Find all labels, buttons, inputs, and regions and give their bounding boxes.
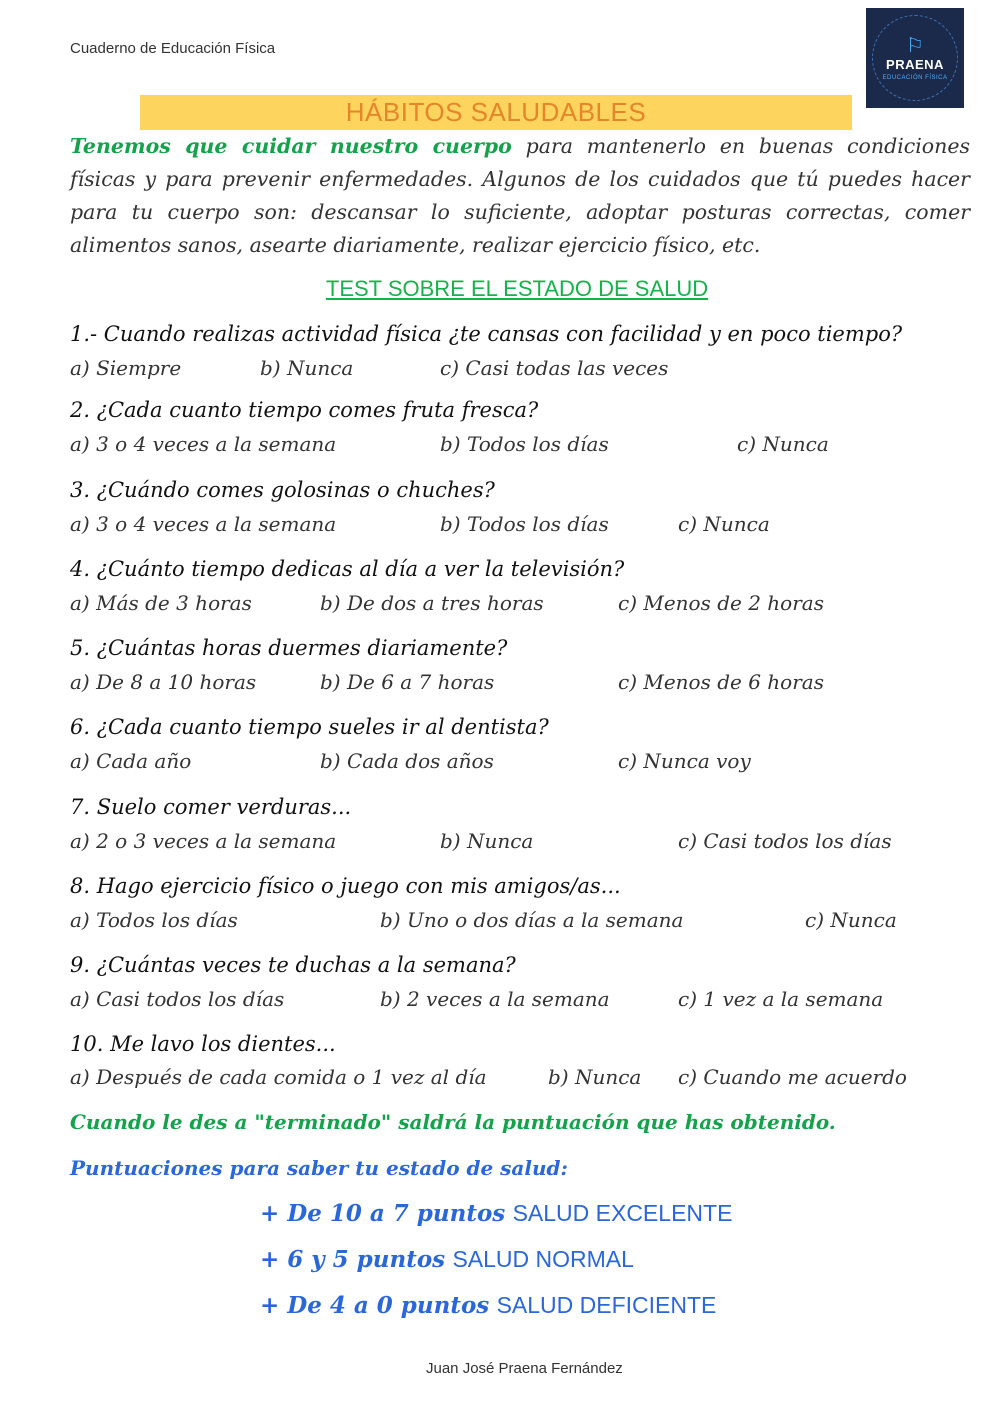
page-title: HÁBITOS SALUDABLES <box>345 97 647 127</box>
logo-ring <box>872 15 958 101</box>
answer-option[interactable]: b) Cada dos años <box>320 749 494 773</box>
answer-option[interactable]: a) Siempre <box>70 356 182 380</box>
question-3: 3. ¿Cuándo comes golosinas o chuches? <box>70 478 495 502</box>
footer-author: Juan José Praena Fernández <box>426 1360 623 1377</box>
intro-paragraph <box>70 130 970 262</box>
answer-option[interactable]: c) Casi todos los días <box>678 829 892 853</box>
answer-option[interactable]: a) 3 o 4 veces a la semana <box>70 432 337 456</box>
answer-option[interactable]: c) Casi todas las veces <box>440 356 669 380</box>
logo-subtext: EDUCACIÓN FÍSICA <box>882 75 948 81</box>
runner-icon: ⚐ <box>906 33 924 57</box>
finish-note: Cuando le des a "terminado" saldrá la puntuación que has obtenido. <box>70 1110 836 1134</box>
question-9: 9. ¿Cuántas veces te duchas a la semana? <box>70 953 516 977</box>
question-4: 4. ¿Cuánto tiempo dedicas al día a ver la televisión? <box>70 557 625 581</box>
answer-option[interactable]: a) De 8 a 10 horas <box>70 670 257 694</box>
score-result: SALUD NORMAL <box>452 1246 634 1272</box>
question-7: 7. Suelo comer verduras... <box>70 795 352 819</box>
answer-option[interactable]: c) Nunca <box>737 432 829 456</box>
answer-option[interactable]: b) De dos a tres horas <box>320 591 544 615</box>
answer-option[interactable]: a) 3 o 4 veces a la semana <box>70 512 337 536</box>
score-row <box>260 1200 732 1227</box>
answer-option[interactable]: b) De 6 a 7 horas <box>320 670 495 694</box>
test-title: TEST SOBRE EL ESTADO DE SALUD <box>325 276 709 301</box>
answer-option[interactable]: a) Todos los días <box>70 908 238 932</box>
score-row <box>260 1292 716 1319</box>
question-2: 2. ¿Cada cuanto tiempo comes fruta fresca? <box>70 398 539 422</box>
answer-option[interactable]: c) Menos de 6 horas <box>618 670 824 694</box>
intro-rest: para mantenerlo en buenas condiciones físicas y para prevenir enfermedades. Algunos de los cuidados que tú puedes hacer para tu cuerpo son: descansar lo suficiente, adoptar posturas correctas, comer alimentos sanos, asearte diariamente, realizar ejercicio físico, etc. <box>70 134 970 257</box>
header-notebook-title: Cuaderno de Educación Física <box>70 40 276 57</box>
question-6: 6. ¿Cada cuanto tiempo sueles ir al dentista? <box>70 715 549 739</box>
score-range: + De 10 a 7 puntos <box>260 1200 506 1227</box>
title-band <box>140 95 852 130</box>
answer-option[interactable]: b) Nunca <box>440 829 534 853</box>
answer-option[interactable]: b) Todos los días <box>440 432 609 456</box>
answer-option[interactable]: b) Todos los días <box>440 512 609 536</box>
score-range: + De 4 a 0 puntos <box>260 1292 490 1319</box>
answer-option[interactable]: c) Nunca <box>678 512 770 536</box>
answer-option[interactable]: a) Cada año <box>70 749 192 773</box>
question-8: 8. Hago ejercicio físico o juego con mis amigos/as... <box>70 874 621 898</box>
answer-option[interactable]: c) Menos de 2 horas <box>618 591 824 615</box>
answer-option[interactable]: b) Nunca <box>548 1065 642 1089</box>
intro-lead: Tenemos que cuidar nuestro cuerpo <box>70 134 512 158</box>
answer-option[interactable]: b) Uno o dos días a la semana <box>380 908 684 932</box>
question-5: 5. ¿Cuántas horas duermes diariamente? <box>70 636 508 660</box>
question-10: 10. Me lavo los dientes... <box>70 1032 336 1056</box>
score-range: + 6 y 5 puntos <box>260 1246 446 1273</box>
answer-option[interactable]: c) Nunca voy <box>618 749 751 773</box>
question-1: 1.- Cuando realizas actividad física ¿te cansas con facilidad y en poco tiempo? <box>70 322 903 346</box>
answer-option[interactable]: a) Después de cada comida o 1 vez al día <box>70 1065 487 1089</box>
answer-option[interactable]: b) 2 veces a la semana <box>380 987 610 1011</box>
score-result: SALUD DEFICIENTE <box>496 1292 717 1318</box>
praena-logo <box>866 8 964 108</box>
answer-option[interactable]: c) Nunca <box>805 908 897 932</box>
score-result: SALUD EXCELENTE <box>512 1200 733 1226</box>
answer-option[interactable]: a) 2 o 3 veces a la semana <box>70 829 337 853</box>
answer-option[interactable]: b) Nunca <box>260 356 354 380</box>
answer-option[interactable]: a) Casi todos los días <box>70 987 285 1011</box>
scores-title: Puntuaciones para saber tu estado de salud: <box>70 1156 568 1180</box>
score-row <box>260 1246 634 1273</box>
logo-text: PRAENA <box>886 57 944 72</box>
answer-option[interactable]: c) 1 vez a la semana <box>678 987 884 1011</box>
answer-option[interactable]: c) Cuando me acuerdo <box>678 1065 907 1089</box>
answer-option[interactable]: a) Más de 3 horas <box>70 591 252 615</box>
